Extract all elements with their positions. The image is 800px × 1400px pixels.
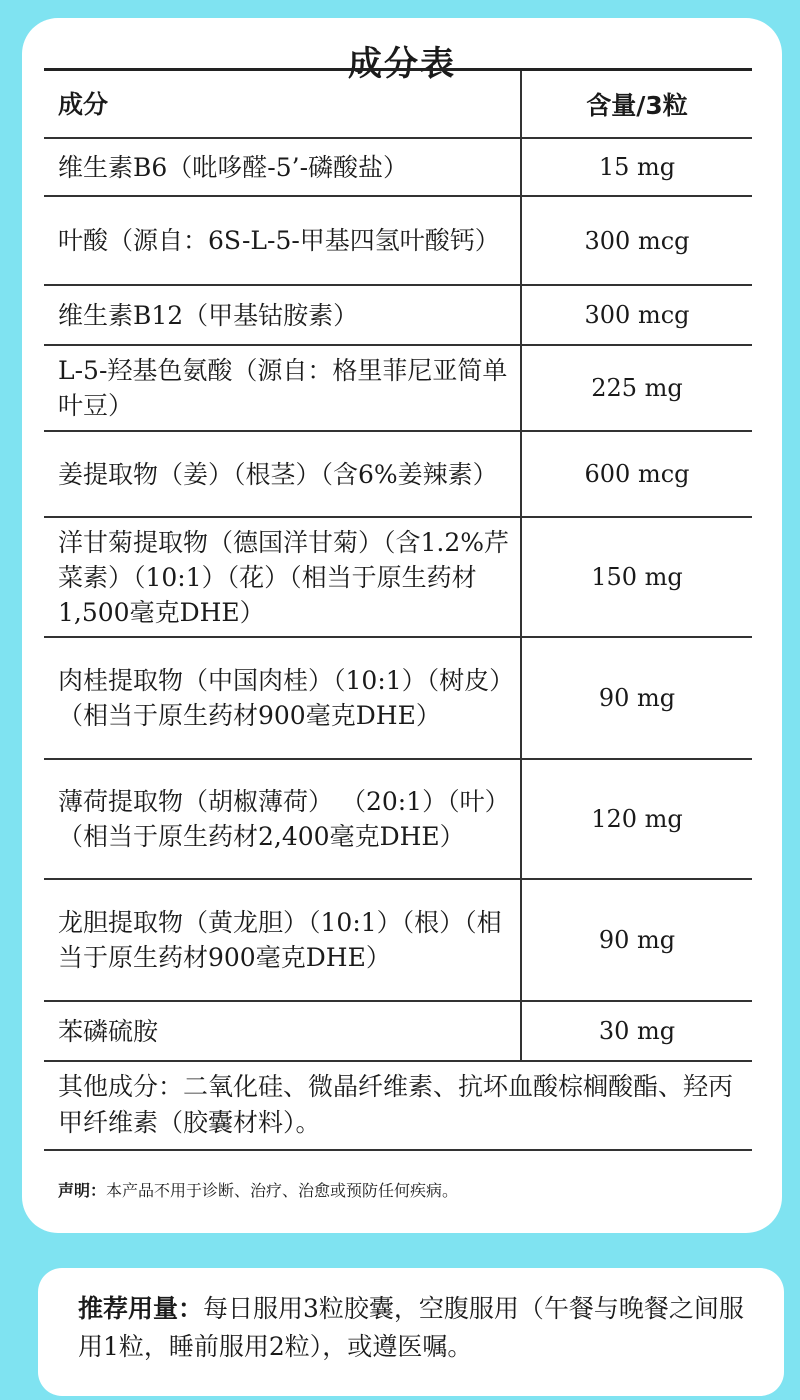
ingredient-amount: 300 mcg (584, 301, 690, 329)
ingredient-amount: 30 mg (598, 1017, 676, 1045)
ingredients-table (44, 68, 752, 1062)
table-row (44, 638, 752, 760)
dosage-text: 每日服用3粒胶囊，空腹服用（午餐与晚餐之间服用1粒，睡前服用2粒），或遵医嘱。 (78, 1294, 744, 1361)
table-row (44, 880, 752, 1002)
page-title: 成分表 (348, 44, 456, 84)
ingredient-name: 龙胆提取物（黄龙胆）（10:1）（根）（相当于原生药材900毫克DHE） (44, 880, 522, 1000)
ingredient-amount: 90 mg (598, 926, 676, 954)
table-row (44, 139, 752, 197)
ingredient-amount: 90 mg (598, 684, 676, 712)
ingredient-amount: 15 mg (598, 153, 676, 181)
ingredient-name: 叶酸（源自：6S-L-5-甲基四氢叶酸钙） (44, 197, 522, 284)
ingredient-amount: 300 mcg (584, 226, 690, 255)
table-row (44, 518, 752, 638)
ingredient-amount: 225 mg (591, 374, 683, 402)
header-ingredient: 成分 (44, 71, 522, 137)
table-row (44, 1002, 752, 1062)
table-row (44, 286, 752, 346)
ingredient-amount: 150 mg (591, 563, 683, 591)
table-row (44, 432, 752, 518)
table-row (44, 760, 752, 880)
disclaimer-label: 声明： (58, 1181, 107, 1200)
header-amount: 含量/3粒 (586, 91, 688, 120)
dosage-box (38, 1268, 784, 1396)
ingredient-amount: 120 mg (591, 805, 683, 833)
ingredient-name: 薄荷提取物（胡椒薄荷） （20:1）（叶）（相当于原生药材2,400毫克DHE） (44, 760, 522, 878)
ingredient-name: 姜提取物（姜）（根茎）（含6%姜辣素） (44, 432, 522, 516)
table-row (44, 346, 752, 432)
disclaimer-text: 本产品不用于诊断、治疗、治愈或预防任何疾病。 (106, 1181, 459, 1200)
other-ingredients: 其他成分：二氧化硅、微晶纤维素、抗坏血酸棕榈酸酯、羟丙甲纤维素（胶囊材料）。 (44, 1065, 752, 1151)
ingredient-name: 苯磷硫胺 (44, 1002, 522, 1060)
ingredient-name: 肉桂提取物（中国肉桂）（10:1）（树皮）（相当于原生药材900毫克DHE） (44, 638, 522, 758)
table-header (44, 68, 752, 139)
ingredient-name: 维生素B6（吡哆醛-5’-磷酸盐） (44, 139, 522, 195)
ingredient-name: 洋甘菊提取物（德国洋甘菊）（含1.2%芹菜素）（10:1）（花）（相当于原生药材1,500毫克DHE） (44, 518, 522, 636)
table-row (44, 197, 752, 286)
dosage-label: 推荐用量： (78, 1294, 204, 1323)
ingredient-name: L-5-羟基色氨酸（源自：格里菲尼亚简单叶豆） (44, 346, 522, 430)
disclaimer (58, 1178, 748, 1201)
ingredient-name: 维生素B12（甲基钴胺素） (44, 286, 522, 344)
ingredient-amount: 600 mcg (584, 460, 690, 488)
